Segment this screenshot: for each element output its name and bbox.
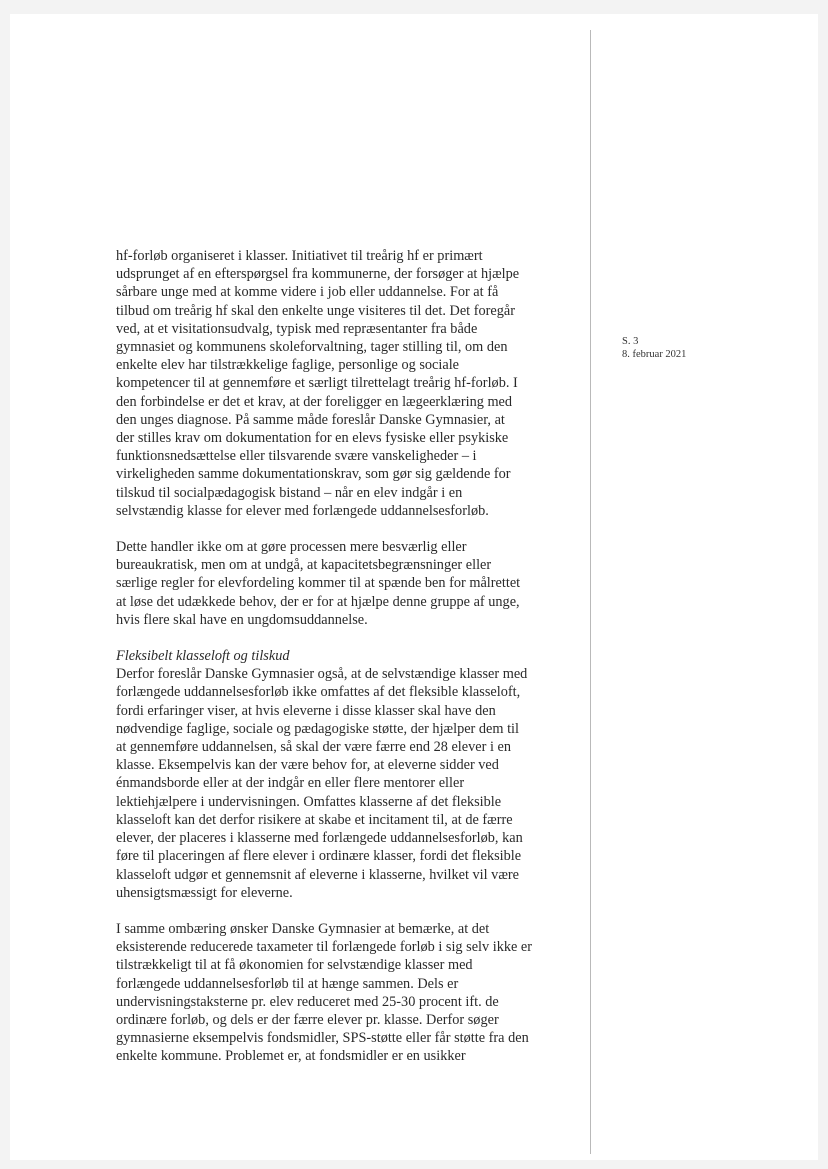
text-line: nødvendige faglige, sociale og pædagogiske støtte, der hjælper dem til <box>116 720 520 737</box>
text-line: Dette handler ikke om at gøre processen mere besværlig eller <box>116 539 467 556</box>
body-text <box>116 247 576 1066</box>
text-line: selvstændig klasse for elever med forlængede uddannelsesforløb. <box>116 502 489 519</box>
text-line: undervisningstaksterne pr. elev reduceret med 25-30 procent ift. de <box>116 993 499 1010</box>
text-line: fordi erfaringer viser, at hvis eleverne i disse klasser skal have den <box>116 702 496 719</box>
text-line: hvis flere skal have en ungdomsuddannelse. <box>116 611 368 628</box>
text-line: uhensigtsmæssigt for eleverne. <box>116 884 293 901</box>
text-line: enkelte kommune. Problemet er, at fondsmidler er en usikker <box>116 1048 466 1065</box>
text-line: hf-forløb organiseret i klasser. Initiativet til treårig hf er primært <box>116 248 483 264</box>
paragraph <box>116 538 576 629</box>
text-line: der stilles krav om dokumentation for en elevs fysiske eller psykiske <box>116 430 509 447</box>
text-line: énmandsborde eller at der indgår en eller flere mentorer eller <box>116 775 465 792</box>
paragraph <box>116 247 576 520</box>
text-line: udsprunget af en efterspørgsel fra kommunerne, der forsøger at hjælpe <box>116 266 520 283</box>
text-line: tilstrækkeligt til at få økonomien for selvstændige klasser med <box>116 957 473 974</box>
text-line: forlængede uddannelsesforløb ikke omfattes af det fleksible klasseloft, <box>116 684 521 701</box>
text-line: tilskud til socialpædagogisk bistand – når en elev indgår i en <box>116 484 463 501</box>
text-line: forlængede uddannelsesforløb til at hænge sammen. Dels er <box>116 975 459 992</box>
paragraph <box>116 647 576 902</box>
document-date: 8. februar 2021 <box>622 349 687 360</box>
text-line: tilbud om treårig hf skal den enkelte unge visiteres til det. Det foregår <box>116 302 515 319</box>
section-heading: Fleksibelt klasseloft og tilskud <box>116 648 290 665</box>
text-line: gymnasierne eksempelvis fondsmidler, SPS-støtte eller får støtte fra den <box>116 1030 529 1047</box>
text-line: ved, at et visitationsudvalg, typisk med repræsentanter fra både <box>116 320 478 337</box>
text-line: klasse. Eksempelvis kan der være behov for, at eleverne sidder ved <box>116 757 499 774</box>
page-number: S. 3 <box>622 336 639 347</box>
text-line: ordinære forløb, og dels er der færre elever pr. klasse. Derfor søger <box>116 1011 499 1028</box>
text-line: at gennemføre uddannelsen, så skal der være færre end 28 elever i en <box>116 739 511 756</box>
text-line: eksisterende reducerede taxameter til forlængede forløb i sig selv ikke er <box>116 939 533 956</box>
text-line: klasseloft kan det derfor risikere at skabe et incitament til, at de færre <box>116 811 513 828</box>
text-line: elever, der placeres i klasserne med forlængede uddannelsesforløb, kan <box>116 830 523 847</box>
text-line: særlige regler for elevfordeling kommer til at spænde ben for målrettet <box>116 575 521 592</box>
text-line: bureaukratisk, men om at undgå, at kapacitetsbegrænsninger eller <box>116 557 492 574</box>
text-line: den forbindelse er det et krav, at der foreligger en lægeerklæring med <box>116 393 513 410</box>
text-line: I samme ombæring ønsker Danske Gymnasier at bemærke, at det <box>116 920 490 937</box>
text-line: virkeligheden samme dokumentationskrav, som gør sig gældende for <box>116 466 511 483</box>
text-line: Derfor foreslår Danske Gymnasier også, at de selvstændige klasser med <box>116 666 528 683</box>
text-line: enkelte elev har tilstrækkelige faglige, personlige og sociale <box>116 357 460 374</box>
text-line: funktionsnedsættelse eller tilsvarende svære vanskeligheder – i <box>116 448 477 465</box>
margin-rule <box>590 30 591 1154</box>
paragraph <box>116 920 576 1066</box>
text-line: føre til placeringen af flere elever i ordinære klasser, fordi det fleksible <box>116 848 522 865</box>
text-line: kompetencer til at gennemføre et særligt tilrettelagt treårig hf-forløb. I <box>116 375 518 392</box>
text-line: gymnasiet og kommunens skoleforvaltning, tager stilling til, om den <box>116 339 508 356</box>
text-line: lektiehjælpere i undervisningen. Omfattes klasserne af det fleksible <box>116 793 502 810</box>
page-meta <box>622 335 686 361</box>
text-line: at løse det udækkede behov, der er for at hjælpe denne gruppe af unge, <box>116 593 520 610</box>
text-line: klasseloft udgør et gennemsnit af eleverne i klasserne, hvilket vil være <box>116 866 519 883</box>
text-line: sårbare unge med at komme videre i job eller uddannelse. For at få <box>116 284 499 301</box>
text-line: den unges diagnose. På samme måde foreslår Danske Gymnasier, at <box>116 411 505 428</box>
